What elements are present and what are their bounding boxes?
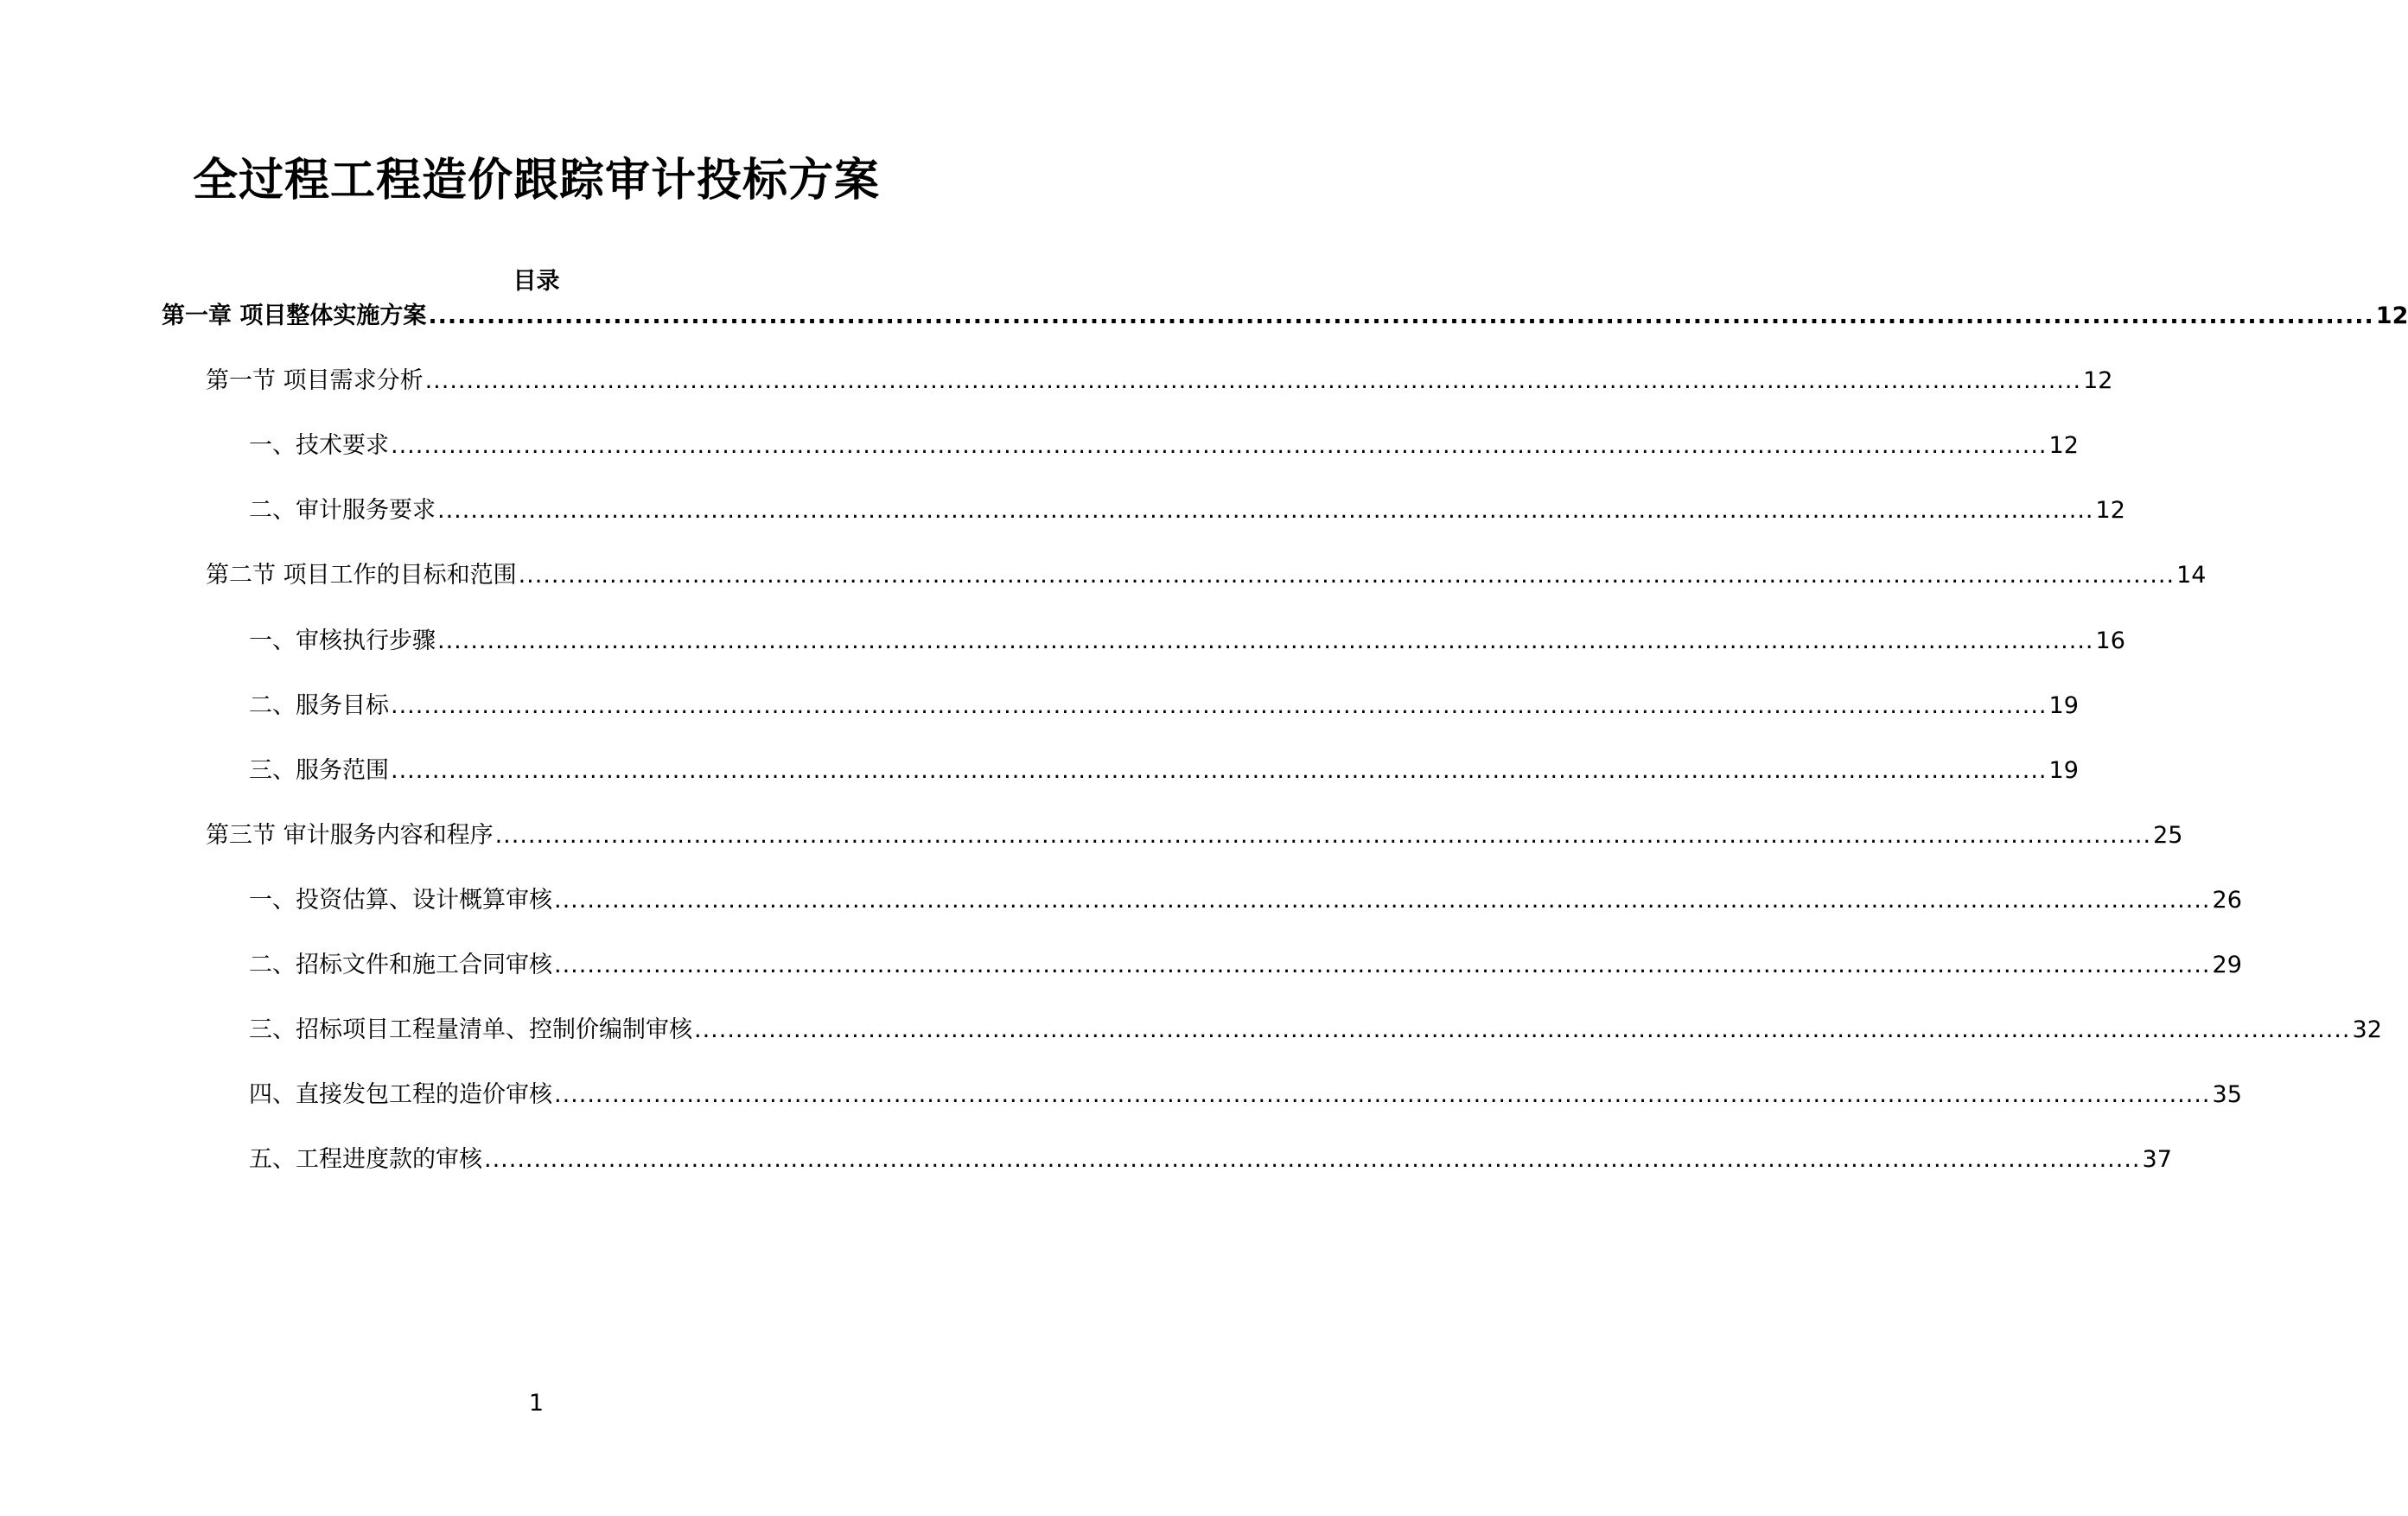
- page-number: 1: [528, 1390, 545, 1417]
- toc-leader-dots: ........................................................................................................................................................................................................: [694, 1016, 2351, 1043]
- toc-entry-text: 四、直接发包工程的造价审核: [249, 1081, 552, 1108]
- toc-entry[interactable]: [206, 822, 2183, 850]
- toc-entry[interactable]: [206, 562, 2207, 589]
- toc-entry[interactable]: [249, 627, 2125, 655]
- toc-entry-text: 二、审计服务要求: [249, 497, 436, 524]
- toc-entry[interactable]: [206, 367, 2113, 395]
- toc-leader-dots: ........................................................................................................................................................................................................: [437, 497, 2094, 524]
- toc-entry[interactable]: [249, 432, 2079, 460]
- toc-heading: 目录: [513, 268, 560, 295]
- toc-leader-dots: ........................................................................................................................................................................................................: [518, 562, 2175, 589]
- toc-leader-dots: ........................................................................................................................................................................................................: [391, 692, 2048, 719]
- toc-entry-page: 19: [2048, 757, 2079, 784]
- toc-entry-text: 第一节 项目需求分析: [206, 367, 424, 394]
- toc-entry[interactable]: [162, 303, 2408, 330]
- toc-entry-page: 35: [2212, 1081, 2242, 1108]
- toc-entry-text: 一、投资估算、设计概算审核: [249, 887, 552, 914]
- document-title: 全过程工程造价跟踪审计投标方案: [192, 155, 880, 207]
- toc-leader-dots: ........................................................................................................................................................................................................: [391, 432, 2048, 459]
- toc-entry-text: 三、招标项目工程量清单、控制价编制审核: [249, 1016, 692, 1043]
- toc-leader-dots: ........................................................................................................................................................................................................: [391, 757, 2048, 784]
- toc-entry-page: 12: [2095, 497, 2125, 524]
- toc-entry-text: 二、服务目标: [249, 692, 389, 719]
- toc-entry-page: 19: [2048, 692, 2079, 719]
- toc-entry-page: 16: [2095, 627, 2125, 654]
- toc-entry-text: 一、技术要求: [249, 432, 389, 459]
- toc-entry[interactable]: [249, 1146, 2172, 1174]
- toc-leader-dots: ........................................................................................................................................................................................................: [554, 952, 2211, 978]
- toc-entry[interactable]: [249, 497, 2125, 525]
- toc-leader-dots: ........................................................................................................................................................................................................: [428, 303, 2374, 329]
- toc-entry-text: 第一章 项目整体实施方案: [162, 303, 427, 329]
- toc-entry-page: 12: [2048, 432, 2079, 459]
- toc-entry-page: 12: [2083, 367, 2113, 394]
- toc-entry-page: 29: [2212, 952, 2242, 978]
- toc-leader-dots: ........................................................................................................................................................................................................: [484, 1146, 2141, 1173]
- toc-entry[interactable]: [249, 757, 2079, 785]
- toc-entry-text: 三、服务范围: [249, 757, 389, 784]
- toc-entry[interactable]: [249, 952, 2242, 979]
- toc-entry[interactable]: [249, 887, 2242, 914]
- toc-entry[interactable]: [249, 1016, 2382, 1044]
- toc-entry-text: 五、工程进度款的审核: [249, 1146, 482, 1173]
- toc-entry-page: 37: [2142, 1146, 2172, 1173]
- toc-entry-page: 12: [2375, 303, 2408, 329]
- toc-entry[interactable]: [249, 692, 2079, 720]
- toc-leader-dots: ........................................................................................................................................................................................................: [437, 627, 2094, 654]
- toc-entry-page: 32: [2352, 1016, 2382, 1043]
- toc-entry-text: 第二节 项目工作的目标和范围: [206, 562, 517, 589]
- toc-entry-text: 第三节 审计服务内容和程序: [206, 822, 494, 849]
- toc-entry-page: 25: [2153, 822, 2183, 849]
- toc-entry-page: 14: [2176, 562, 2207, 589]
- toc-entry[interactable]: [249, 1081, 2242, 1109]
- toc-leader-dots: ........................................................................................................................................................................................................: [424, 367, 2082, 394]
- toc-leader-dots: ........................................................................................................................................................................................................: [494, 822, 2152, 849]
- toc-entry-page: 26: [2212, 887, 2242, 914]
- toc-entry-text: 二、招标文件和施工合同审核: [249, 952, 552, 978]
- toc-leader-dots: ........................................................................................................................................................................................................: [554, 887, 2211, 914]
- toc-entry-text: 一、审核执行步骤: [249, 627, 436, 654]
- toc-leader-dots: ........................................................................................................................................................................................................: [554, 1081, 2211, 1108]
